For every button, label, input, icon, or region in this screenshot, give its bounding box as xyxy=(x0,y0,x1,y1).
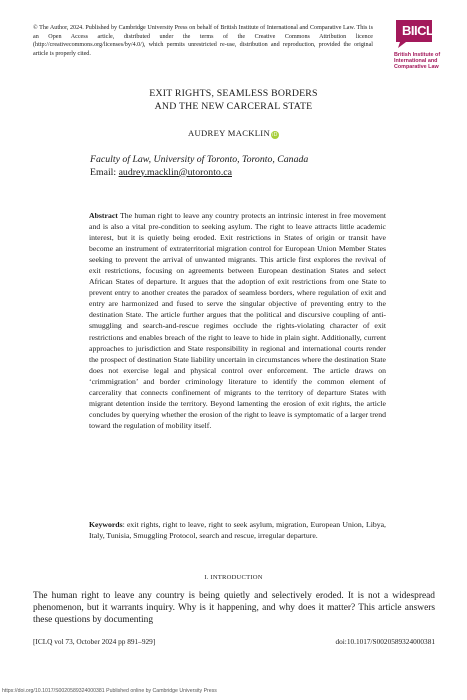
faculty: Faculty of Law, University of Toronto, Toronto, Canada xyxy=(90,154,309,165)
logo-subtitle xyxy=(394,52,448,70)
keywords-text: : exit rights, right to leave, right to seek asylum, migration, European Union, Libya, Italy, Tunisia, Smuggling Protocol, search and rescue, irregular departure. xyxy=(89,520,386,540)
logo-line-2: International and xyxy=(394,58,438,64)
orcid-icon[interactable]: iD xyxy=(272,132,278,138)
title-line-1: EXIT RIGHTS, SEAMLESS BORDERS xyxy=(149,88,318,99)
doi[interactable]: doi:10.1017/S0020589324000381 xyxy=(335,637,435,646)
published-online-text: Published online by Cambridge University Press xyxy=(104,688,217,694)
email-label: Email: xyxy=(90,166,119,178)
journal-citation: [ICLQ vol 73, October 2024 pp 891–929] xyxy=(33,637,156,646)
copyright-notice: © The Author, 2024. Published by Cambridge University Press on behalf of British Institute of International and Comparative Law. This is an Open Access article, distributed under the terms of the Creative Commons Attribution licence (http://creativecommons.org/licenses/by/4.0/), which permits unrestricted re-use, distribution and reproduction, provided the original article is properly cited. xyxy=(33,25,373,57)
abstract-label: Abstract xyxy=(89,211,118,220)
section-heading: I. INTRODUCTION xyxy=(204,574,263,581)
abstract xyxy=(89,210,386,431)
email-link[interactable]: audrey.macklin@utoronto.ca xyxy=(118,166,232,178)
email-line xyxy=(90,167,308,180)
affiliation xyxy=(90,154,308,179)
page-footer xyxy=(33,637,435,646)
logo-line-3: Comparative Law xyxy=(394,64,439,70)
logo-badge-text: BIICL xyxy=(402,23,434,38)
keywords-label: Keywords xyxy=(89,520,123,529)
logo-badge xyxy=(392,16,436,50)
title-line-2: AND THE NEW CARCERAL STATE xyxy=(154,100,313,112)
author-name: AUDREY MACKLIN xyxy=(188,128,270,138)
author-line xyxy=(0,128,467,139)
abstract-text: The human right to leave any country protects an intrinsic interest in free movement and is also a vital pre-condition to seeking asylum. The right to leave attracts little academic interest, but it is quietly being eroded. Exit restrictions in States of origin or transit have become an instrument of extraterritorial migration control for European Union Member States seeking to prevent the arrival of unwanted migrants. This article first explores the revival of exit restrictions, focusing on agreements between European destination States and select African States of departure. It argues that the adoption of exit restrictions from one State to prevent entry to another creates the paradox of seamless borders, where regulation of exit and entry are harmonized and fused to serve the singular objective of preventing entry to the destination State. The article further argues that the political and discursive coupling of anti-smuggling and search-and-rescue regimes occlude the rights-violating character of exit restrictions and enables breach of the right to leave to hide in plain sight. Additionally, current approaches to jurisdiction and State responsibility in regional and international courts render the prospect of destination State liability uncertain in circumstances where the destination State does not exercise legal and physical control over enforcement. The article draws on ‘crimmigration’ and border criminology literature to identify the common element of carcerality that connects confinement of migrants to the territory of departure States with migrant detention inside the territory. Beyond lamenting the erosion of exit rights, the article concludes by querying whether the erosion of the right to leave is symptomatic of a larger trend toward the regulation of mobility itself. xyxy=(89,211,386,430)
doi-link[interactable]: https://doi.org/10.1017/S0020589324000381 xyxy=(2,688,105,694)
article-title xyxy=(0,88,467,113)
publisher-bar xyxy=(2,688,217,694)
logo-line-1: British Institute of xyxy=(394,52,441,58)
intro-paragraph: The human right to leave any country is being quietly and selectively eroded. It is not a widespread phenomenon, but it warrants inquiry. Why is it happening, and why does it matter? This article answers these questions by documenting xyxy=(33,591,435,625)
biicl-logo xyxy=(386,16,448,70)
keywords xyxy=(89,520,386,541)
